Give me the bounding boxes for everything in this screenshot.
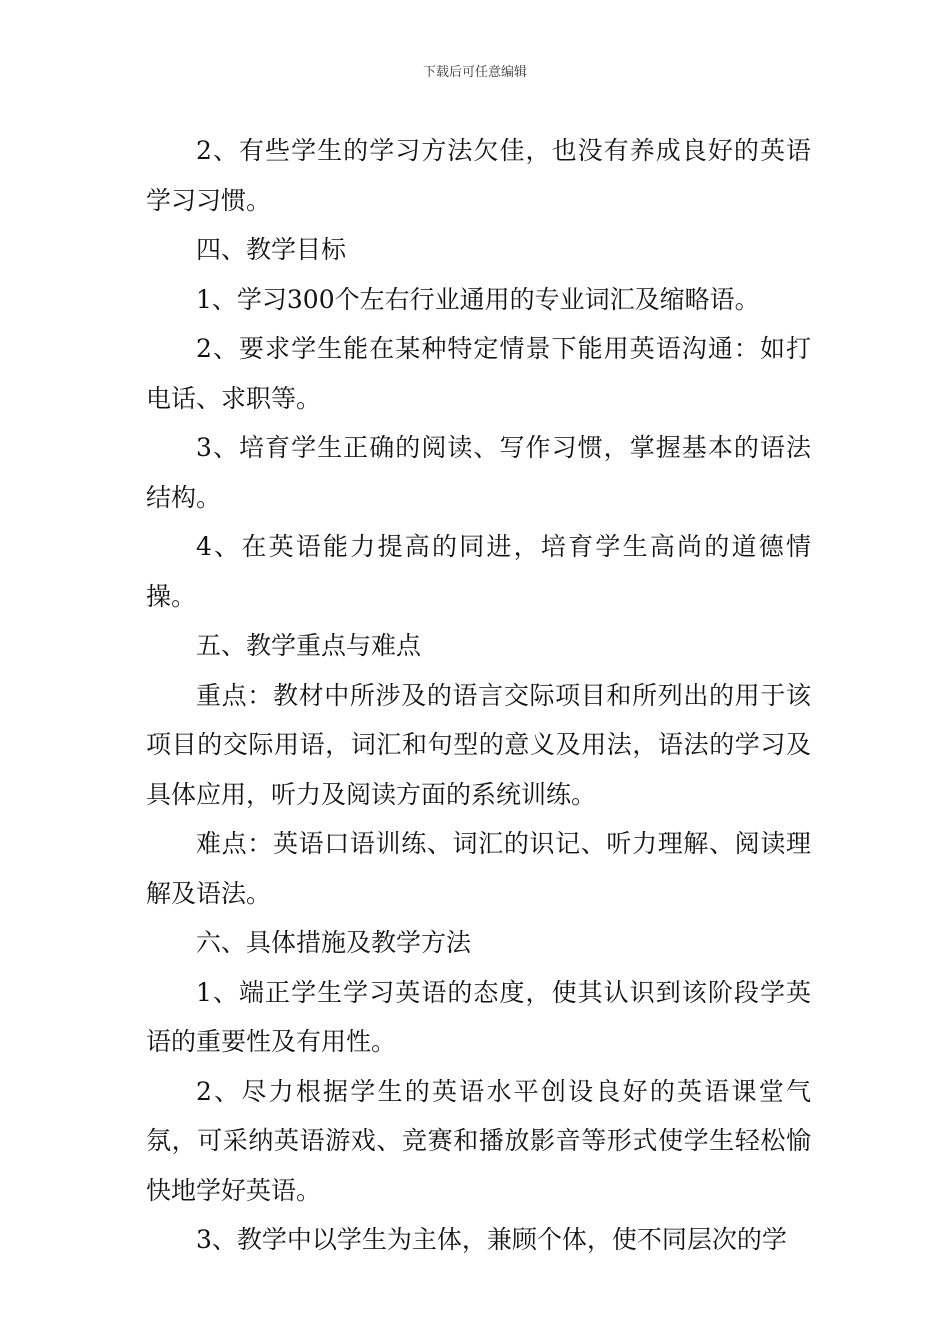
paragraph: 2、要求学生能在某种特定情景下能用英语沟通：如打电话、求职等。	[146, 334, 811, 413]
paragraph: 4、在英语能力提高的同进，培育学生高尚的道德情操。	[146, 532, 811, 611]
page-header-note: 下载后可任意编辑	[422, 65, 527, 80]
paragraph: 重点：教材中所涉及的语言交际项目和所列出的用于该项目的交际用语，词汇和句型的意义及用法，语法的学习及具体应用，听力及阅读方面的系统训练。	[146, 680, 811, 809]
paragraph: 难点：英语口语训练、词汇的识记、听力理解、阅读理解及语法。	[146, 829, 811, 908]
section-heading: 五、教学重点与难点	[196, 631, 422, 660]
paragraph: 1、学习300个左右行业通用的专业词汇及缩略语。	[196, 284, 760, 314]
paragraph: 2、尽力根据学生的英语水平创设良好的英语课堂气氛，可采纳英语游戏、竞赛和播放影音等形式使学生轻松愉快地学好英语。	[146, 1076, 811, 1205]
section-heading: 六、具体措施及教学方法	[196, 928, 472, 957]
section-heading: 四、教学目标	[196, 235, 347, 264]
paragraph: 3、教学中以学生为主体，兼顾个体，使不同层次的学	[196, 1225, 787, 1254]
document-body	[146, 126, 811, 1265]
paragraph: 3、培育学生正确的阅读、写作习惯，掌握基本的语法结构。	[146, 433, 811, 512]
paragraph: 2、有些学生的学习方法欠佳，也没有养成良好的英语学习习惯。	[146, 136, 811, 215]
paragraph: 1、端正学生学习英语的态度，使其认识到该阶段学英语的重要性及有用性。	[146, 977, 811, 1056]
